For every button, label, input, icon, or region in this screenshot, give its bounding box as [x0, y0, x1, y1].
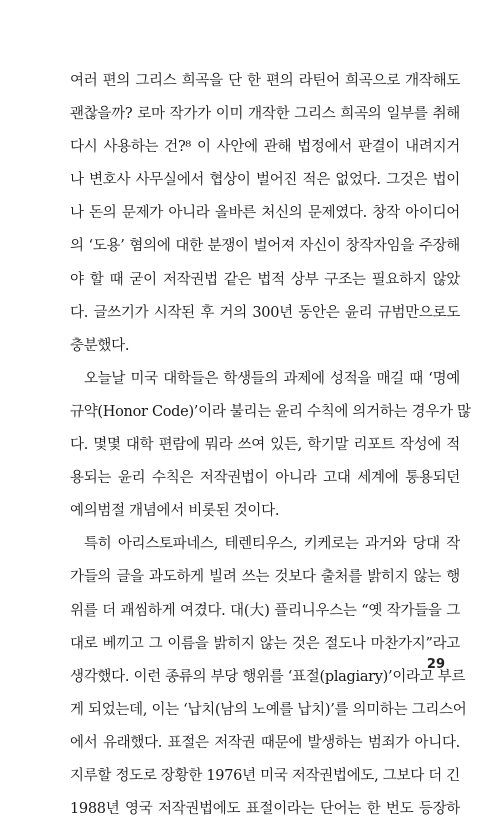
- text-line: 여러 편의 그리스 희곡을 단 한 편의 라틴어 희곡으로 개작해도: [70, 73, 460, 89]
- text-line: 다시 사용하는 건?⁸ 이 사안에 관해 법정에서 판결이 내려지거: [70, 139, 460, 156]
- text-line: 가들의 글을 과도하게 빌려 쓰는 것보다 출처를 밝히지 않는 행: [70, 569, 460, 586]
- text-line: 대로 베끼고 그 이름을 밝히지 않는 것은 절도나 마찬가지”라고: [70, 635, 460, 652]
- text-line: 에서 유래했다. 표절은 저작권 때문에 발생하는 범죄가 아니다.: [70, 734, 460, 751]
- text-line: 다. 몇몇 대학 편람에 뭐라 쓰여 있든, 학기말 리포트 작성에 적: [70, 437, 460, 454]
- text-line: 충분했다.: [70, 337, 130, 354]
- text-line: 나 돈의 문제가 아니라 올바른 처신의 문제였다. 창작 아이디어: [70, 205, 460, 222]
- text-line: 특히 아리스토파네스, 테렌티우스, 키케로는 과거와 당대 작: [84, 536, 460, 553]
- text-line: 의 ‘도용’ 혐의에 대한 분쟁이 벌어져 자신이 창작자임을 주장해: [70, 238, 460, 255]
- text-line: 용되는 윤리 수칙은 저작권법이 아니라 고대 세계에 통용되던: [70, 470, 460, 487]
- page-number: 29: [426, 657, 445, 672]
- text-line: 1988년 영국 저작권법에도 표절이라는 단어는 한 번도 등장하: [70, 801, 460, 818]
- text-line: 규약(Honor Code)’이라 불리는 윤리 수칙에 의거하는 경우가 많: [70, 403, 471, 420]
- body-text: [70, 65, 471, 826]
- text-line: 게 되었는데, 이는 ‘납치(남의 노예를 납치)’를 의미하는 그리스어: [70, 701, 467, 718]
- text-line: 나 변호사 사무실에서 협상이 벌어진 적은 없었다. 그것은 법이: [70, 172, 460, 189]
- text-line: 오늘날 미국 대학들은 학생들의 과제에 성적을 매길 때 ‘명예: [84, 370, 460, 387]
- text-line: 괜찮을까? 로마 작가가 이미 개작한 그리스 희곡의 일부를 취해: [70, 106, 460, 123]
- text-line: 위를 더 괘씸하게 여겼다. 대(大) 플리니우스는 “옛 작가들을 그: [70, 602, 460, 619]
- text-line: 생각했다. 이런 종류의 부당 행위를 ‘표절(plagiary)’이라고 부르: [70, 668, 466, 685]
- text-line: 예의범절 개념에서 비롯된 것이다.: [70, 503, 280, 520]
- text-line: 다. 글쓰기가 시작된 후 거의 300년 동안은 윤리 규범만으로도: [70, 304, 460, 321]
- text-line: 야 할 때 굳이 저작권법 같은 법적 상부 구조는 필요하지 않았: [70, 271, 460, 288]
- text-line: 지루할 정도로 장황한 1976년 미국 저작권법에도, 그보다 더 긴: [70, 767, 460, 784]
